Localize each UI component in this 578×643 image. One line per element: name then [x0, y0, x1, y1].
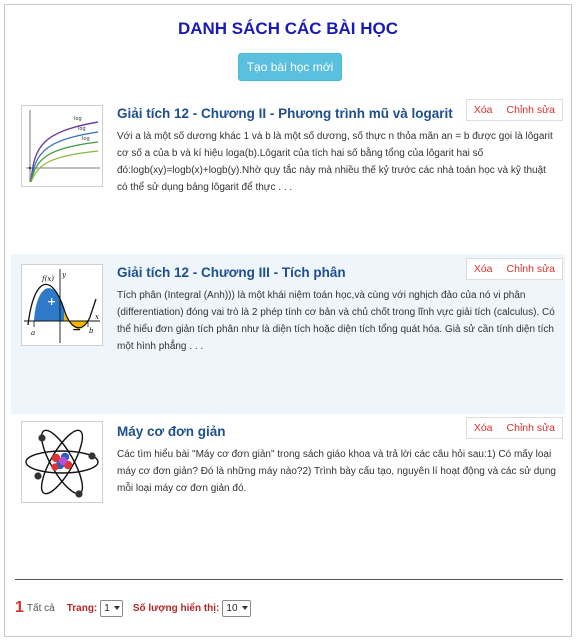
lesson-title[interactable]: Giải tích 12 - Chương II - Phương trình mũ và logarit	[117, 106, 453, 121]
delete-button[interactable]: Xóa	[473, 422, 493, 434]
chevron-down-icon	[114, 606, 120, 610]
lesson-actions	[466, 258, 563, 280]
axis-label: y	[62, 271, 66, 279]
axis-label: f(x)	[42, 275, 55, 283]
axis-label: b	[89, 327, 94, 335]
edit-button[interactable]: Chỉnh sửa	[506, 263, 555, 275]
axis-label: a	[31, 329, 36, 337]
lesson-description: Tích phân (Integral (Anh))) là một khái niệm toán học,và cùng với nghịch đảo của nó vi phân (differentiation) đóng vai trò là 2 phép tính cơ bản và chủ chốt trong lĩnh vực giải tích (calculus). Có thể hiểu đơn giản tích phân như là diện tích hoặc diện tích tổng quát hóa. Giả sử cần tính diện tích một hình phẳng . . .	[117, 290, 555, 352]
page-size-label: Số lượng hiển thị:	[132, 602, 220, 614]
page-title: DANH SÁCH CÁC BÀI HỌC	[177, 19, 399, 38]
sign-label: −	[72, 323, 82, 336]
page-select[interactable]	[100, 600, 123, 617]
total-count: 1	[15, 599, 24, 616]
axis-label: x	[95, 313, 99, 321]
divider	[15, 579, 563, 580]
delete-button[interactable]: Xóa	[473, 263, 493, 275]
sign-label: +	[47, 295, 57, 308]
logarithm-graph-icon[interactable]	[21, 105, 103, 187]
edit-button[interactable]: Chỉnh sửa	[506, 422, 555, 434]
lesson-item	[11, 254, 565, 414]
chevron-down-icon	[242, 606, 248, 610]
svg-text:log: log	[78, 126, 86, 132]
svg-text:log: log	[82, 136, 90, 142]
create-lesson-button[interactable]: Tạo bài học mới	[238, 53, 342, 81]
lesson-item	[11, 95, 565, 255]
lesson-actions	[466, 417, 563, 439]
svg-text:log: log	[74, 116, 82, 122]
lesson-actions	[466, 99, 563, 121]
delete-button[interactable]: Xóa	[473, 104, 493, 116]
main-panel	[4, 4, 572, 637]
lesson-item	[11, 413, 565, 523]
lesson-title[interactable]: Máy cơ đơn giản	[117, 424, 226, 439]
integral-area-icon[interactable]	[21, 264, 103, 346]
lesson-description: Với a là một số dương khác 1 và b là một số dương, số thực n thỏa mãn an = b được gọi là lôgarit cơ số a của b và kí hiệu loga(b).Lôgarit của tích hai số bằng tổng của lôgarit hai số đó:logb(xy)=logb(x)+logb(y).Nhờ quy tắc này mà nhiều thế kỷ trước các nhà toán học và kỹ thuật có thể sử dụng bảng lôgarit để thực . . .	[117, 131, 553, 193]
pagination-bar	[15, 599, 261, 617]
edit-button[interactable]: Chỉnh sửa	[506, 104, 555, 116]
lesson-description: Các tìm hiểu bài "Máy cơ đơn giản" trong sách giáo khoa và trả lời các câu hỏi sau:1) Có mấy loại máy cơ đơn giản? Đó là những máy nào?2) Trình bày cấu tạo, nguyên lí hoạt động và các sử dụng mỗi loại máy cơ đơn giản đó.	[117, 449, 556, 494]
page-label: Trang:	[66, 602, 98, 614]
atom-icon[interactable]	[21, 421, 103, 503]
page-select-value: 1	[104, 602, 110, 614]
page-size-value: 10	[226, 602, 238, 614]
total-label: Tất cả	[26, 602, 55, 614]
lesson-title[interactable]: Giải tích 12 - Chương III - Tích phân	[117, 265, 346, 280]
page-size-select[interactable]	[222, 600, 250, 617]
